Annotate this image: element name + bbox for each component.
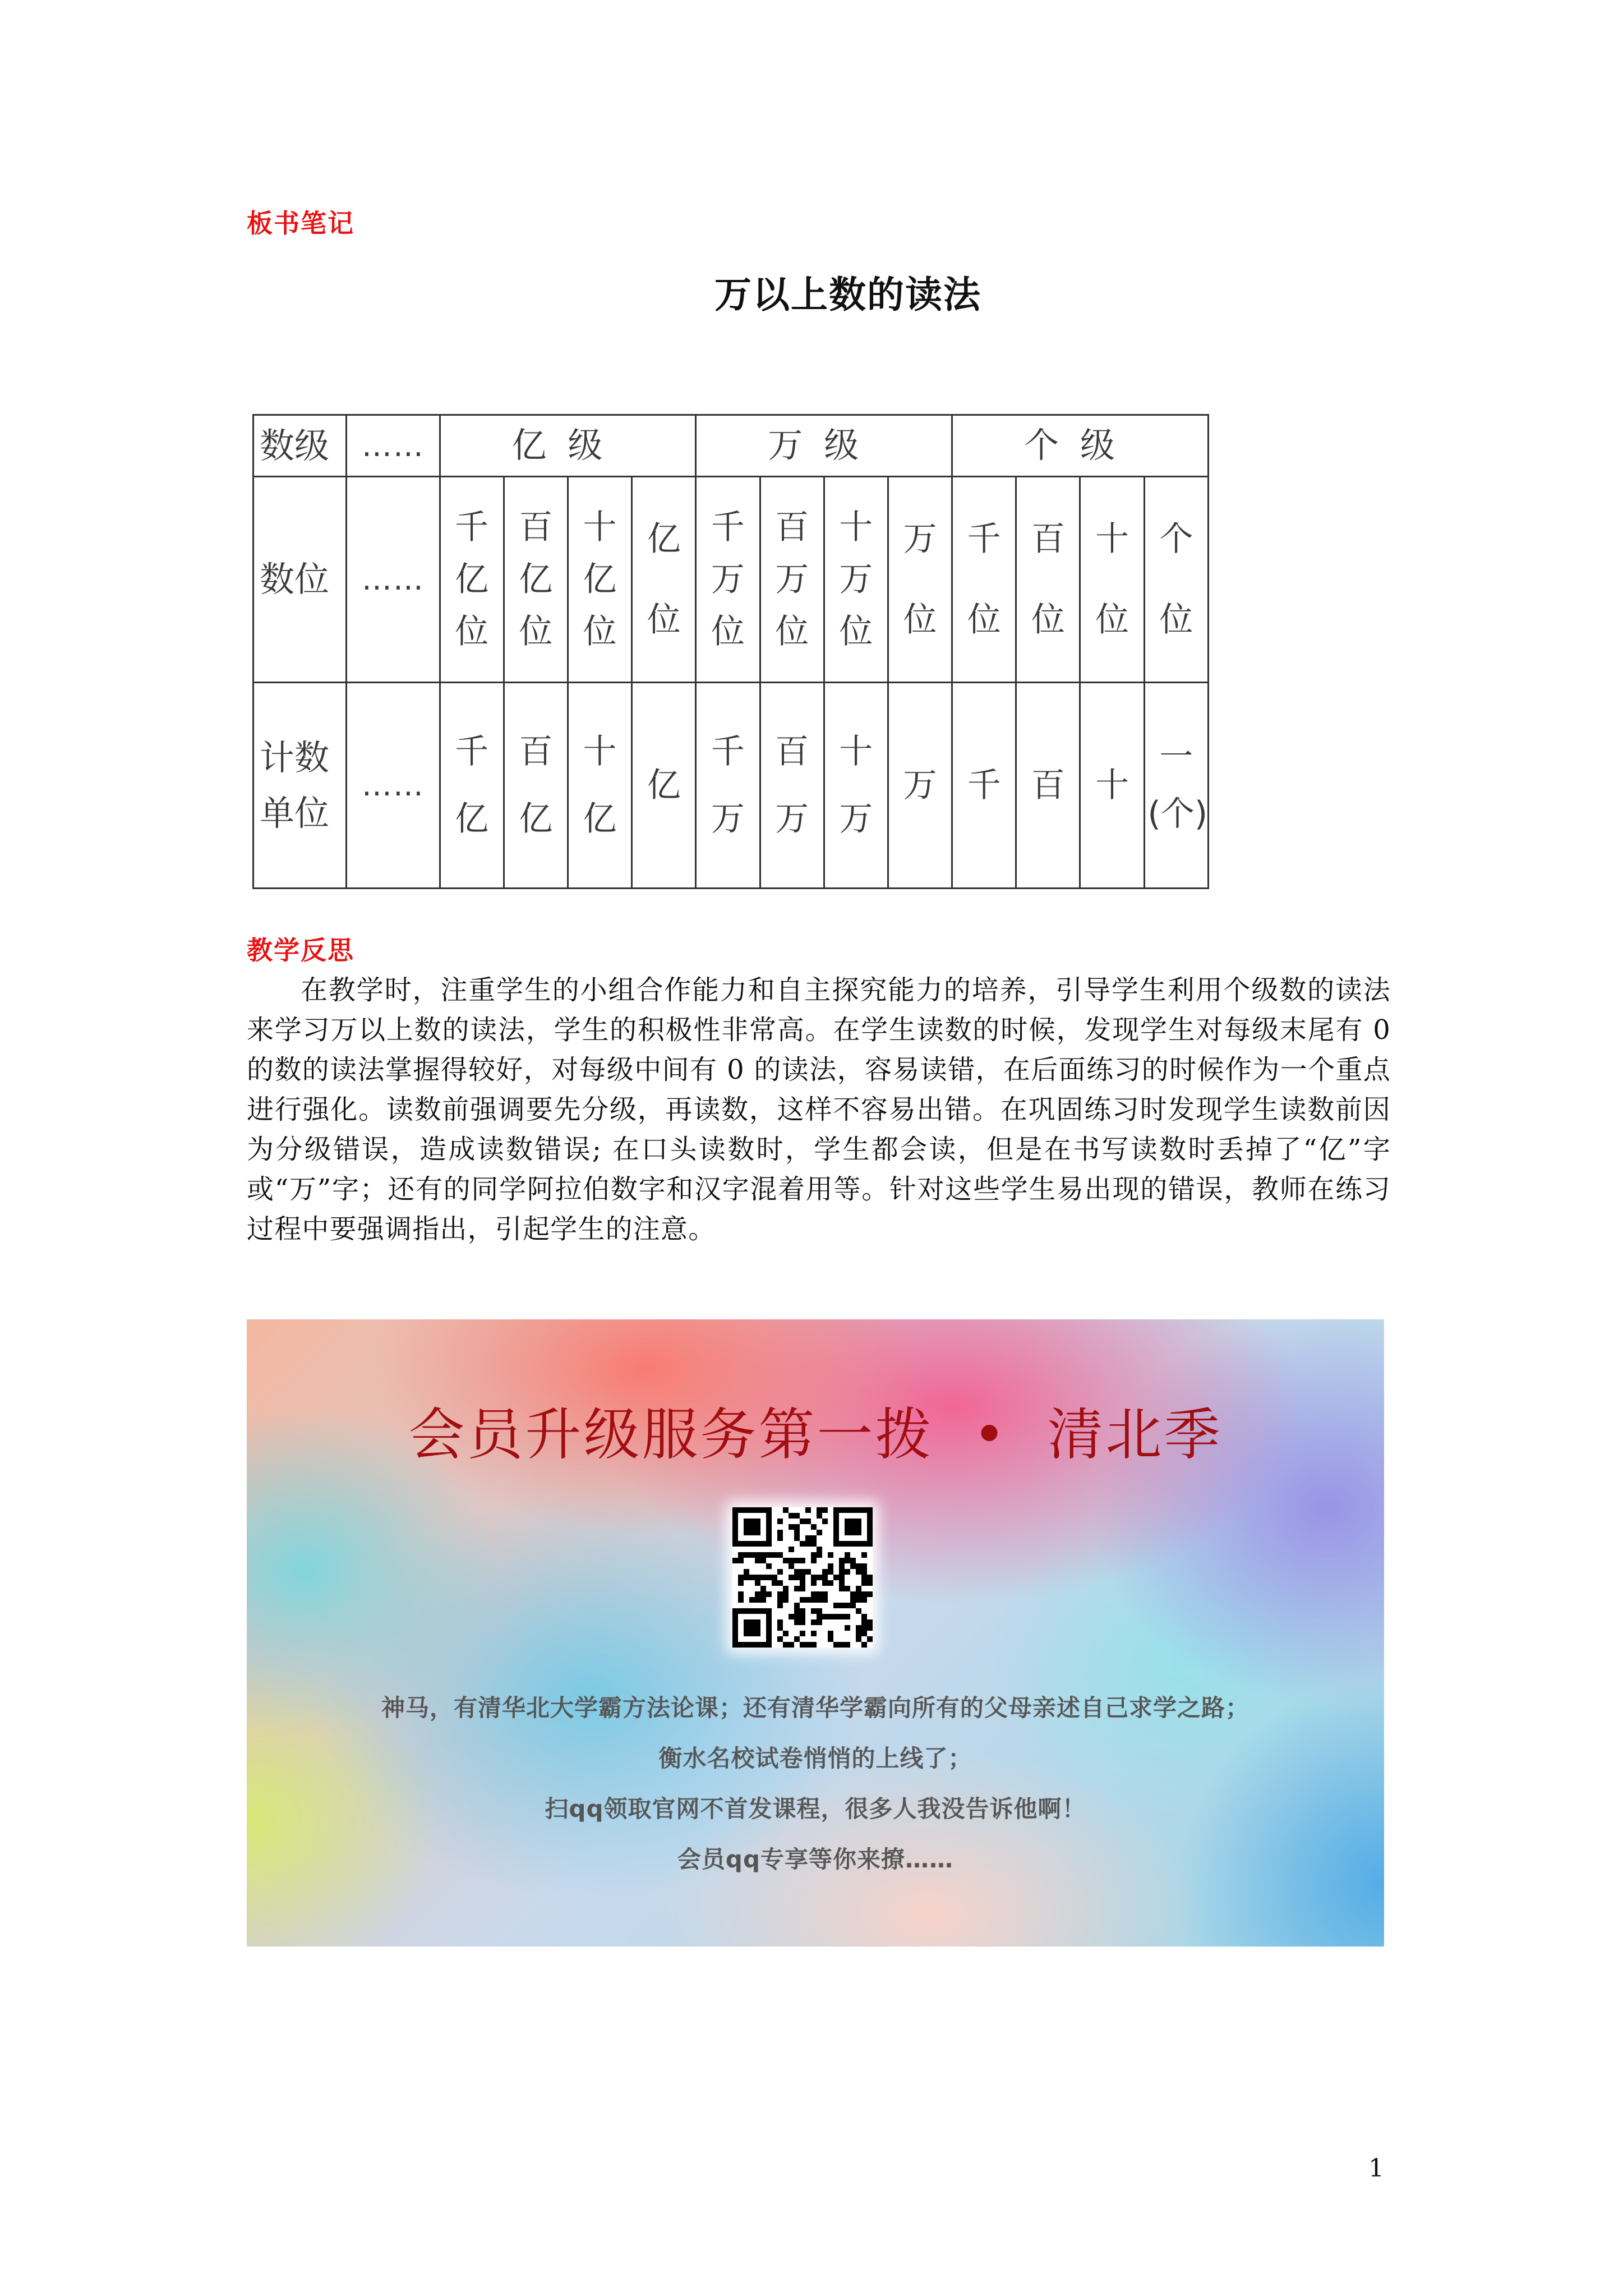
qr-code-graphic — [732, 1507, 873, 1648]
group-wan-level: 万级 — [696, 415, 952, 477]
digit-place-label: 千万位 — [711, 507, 745, 651]
promo-title-right: 清北季 — [1047, 1402, 1223, 1467]
board-title: 万以上数的读法 — [714, 273, 981, 316]
promo-title — [247, 1389, 1384, 1470]
counting-unit-label: 千 — [967, 765, 1001, 805]
counting-unit-cell — [888, 683, 952, 889]
row-label-digit: 数位 — [253, 477, 347, 683]
promo-line: 扫qq领取官网不首发课程，很多人我没告诉他啊！ — [545, 1795, 1086, 1823]
section-heading-board-notes: 板书笔记 — [247, 208, 354, 238]
counting-unit-label: 一(个) — [1147, 737, 1208, 834]
digit-place-cell — [568, 477, 631, 683]
promo-title-separator: • — [972, 1402, 1008, 1467]
reflection-paragraph: 在教学时，注重学生的小组合作能力和自主探究能力的培养，引导学生利用个级数的读法来学习万以上数的读法，学生的积极性非常高。在学生读数的时候，发现学生对每级末尾有 0 的数的读法掌握得较好，对每级中间有 0 的读法，容易读错，在后面练习的时候作为一个重点进行强化。读数前强调要先分级，再读数，这样不容易出错。在巩固练习时发现学生读数前因为分级错误，造成读数错误; 在口头读数时，学生都会读，但是在书写读数时丢掉了“亿”字或“万”字；还有的同学阿拉伯数字和汉字混着用等。针对这些学生易出现的错误，教师在练习过程中要强调指出，引起学生的注意。 — [247, 974, 1391, 1245]
counting-unit-label: 百 — [1031, 765, 1065, 805]
digit-place-label: 百位 — [1031, 519, 1065, 639]
group-ge-level: 个级 — [952, 415, 1209, 477]
digit-place-label: 十位 — [1095, 519, 1129, 639]
promo-title-left: 会员升级服务第一拨 — [408, 1402, 934, 1467]
counting-unit-label: 千万 — [711, 732, 745, 839]
digit-place-cell — [1144, 477, 1208, 683]
digit-place-label: 个位 — [1159, 519, 1193, 639]
counting-unit-label: 十亿 — [583, 732, 617, 839]
digit-place-cell — [504, 477, 568, 683]
digit-place-label: 十亿位 — [583, 507, 617, 651]
counting-unit-cell — [824, 683, 888, 889]
digit-place-label: 十万位 — [839, 507, 873, 651]
counting-unit-label: 千亿 — [455, 732, 489, 839]
group-yi-level: 亿级 — [440, 415, 696, 477]
qr-code-icon[interactable] — [732, 1507, 873, 1648]
section-heading-teaching-reflection: 教学反思 — [247, 935, 354, 965]
counting-unit-cell — [440, 683, 504, 889]
counting-unit-label: 十万 — [839, 732, 873, 839]
digit-place-cell — [824, 477, 888, 683]
digit-place-cell — [696, 477, 760, 683]
digit-place-label: 千位 — [967, 519, 1001, 639]
counting-unit-cell — [1080, 683, 1144, 889]
digit-place-label: 百亿位 — [519, 507, 553, 651]
ellipsis-cell: …… — [347, 477, 440, 683]
place-value-table — [252, 414, 1209, 889]
digit-place-cell — [760, 477, 824, 683]
digit-place-cell — [1016, 477, 1080, 683]
counting-unit-cell — [1016, 683, 1080, 889]
ellipsis-cell: …… — [347, 415, 440, 477]
counting-unit-cell — [568, 683, 631, 889]
row-label-unit: 计数单位 — [253, 683, 347, 889]
digit-place-label: 千亿位 — [455, 507, 489, 651]
table-row-counting-units — [253, 683, 1209, 889]
counting-unit-label: 百万 — [775, 732, 809, 839]
row-label-level: 数级 — [253, 415, 347, 477]
counting-unit-label: 万 — [903, 765, 937, 805]
page-number: 1 — [1368, 2154, 1384, 2183]
digit-place-cell — [632, 477, 696, 683]
digit-place-label: 亿位 — [647, 519, 681, 639]
promo-banner[interactable] — [247, 1319, 1384, 1947]
counting-unit-label: 亿 — [647, 765, 681, 805]
counting-unit-cell — [504, 683, 568, 889]
promo-line: 衡水名校试卷悄悄的上线了； — [658, 1745, 972, 1772]
digit-place-label: 百万位 — [775, 507, 809, 651]
digit-place-cell — [888, 477, 952, 683]
counting-unit-cell — [952, 683, 1016, 889]
table-row-levels — [253, 415, 1209, 477]
counting-unit-cell — [632, 683, 696, 889]
table-row-digit-places — [253, 477, 1209, 683]
digit-place-label: 万位 — [903, 519, 937, 639]
digit-place-cell — [952, 477, 1016, 683]
ellipsis-cell: …… — [347, 683, 440, 889]
counting-unit-label: 百亿 — [519, 732, 553, 839]
digit-place-cell — [440, 477, 504, 683]
promo-line: 会员qq专享等你来撩…… — [677, 1846, 954, 1873]
counting-unit-cell — [1144, 683, 1208, 889]
promo-line: 神马，有清华北大学霸方法论课；还有清华学霸向所有的父母亲述自己求学之路； — [381, 1694, 1249, 1722]
digit-place-cell — [1080, 477, 1144, 683]
counting-unit-cell — [760, 683, 824, 889]
counting-unit-label: 十 — [1095, 765, 1129, 805]
counting-unit-cell — [696, 683, 760, 889]
